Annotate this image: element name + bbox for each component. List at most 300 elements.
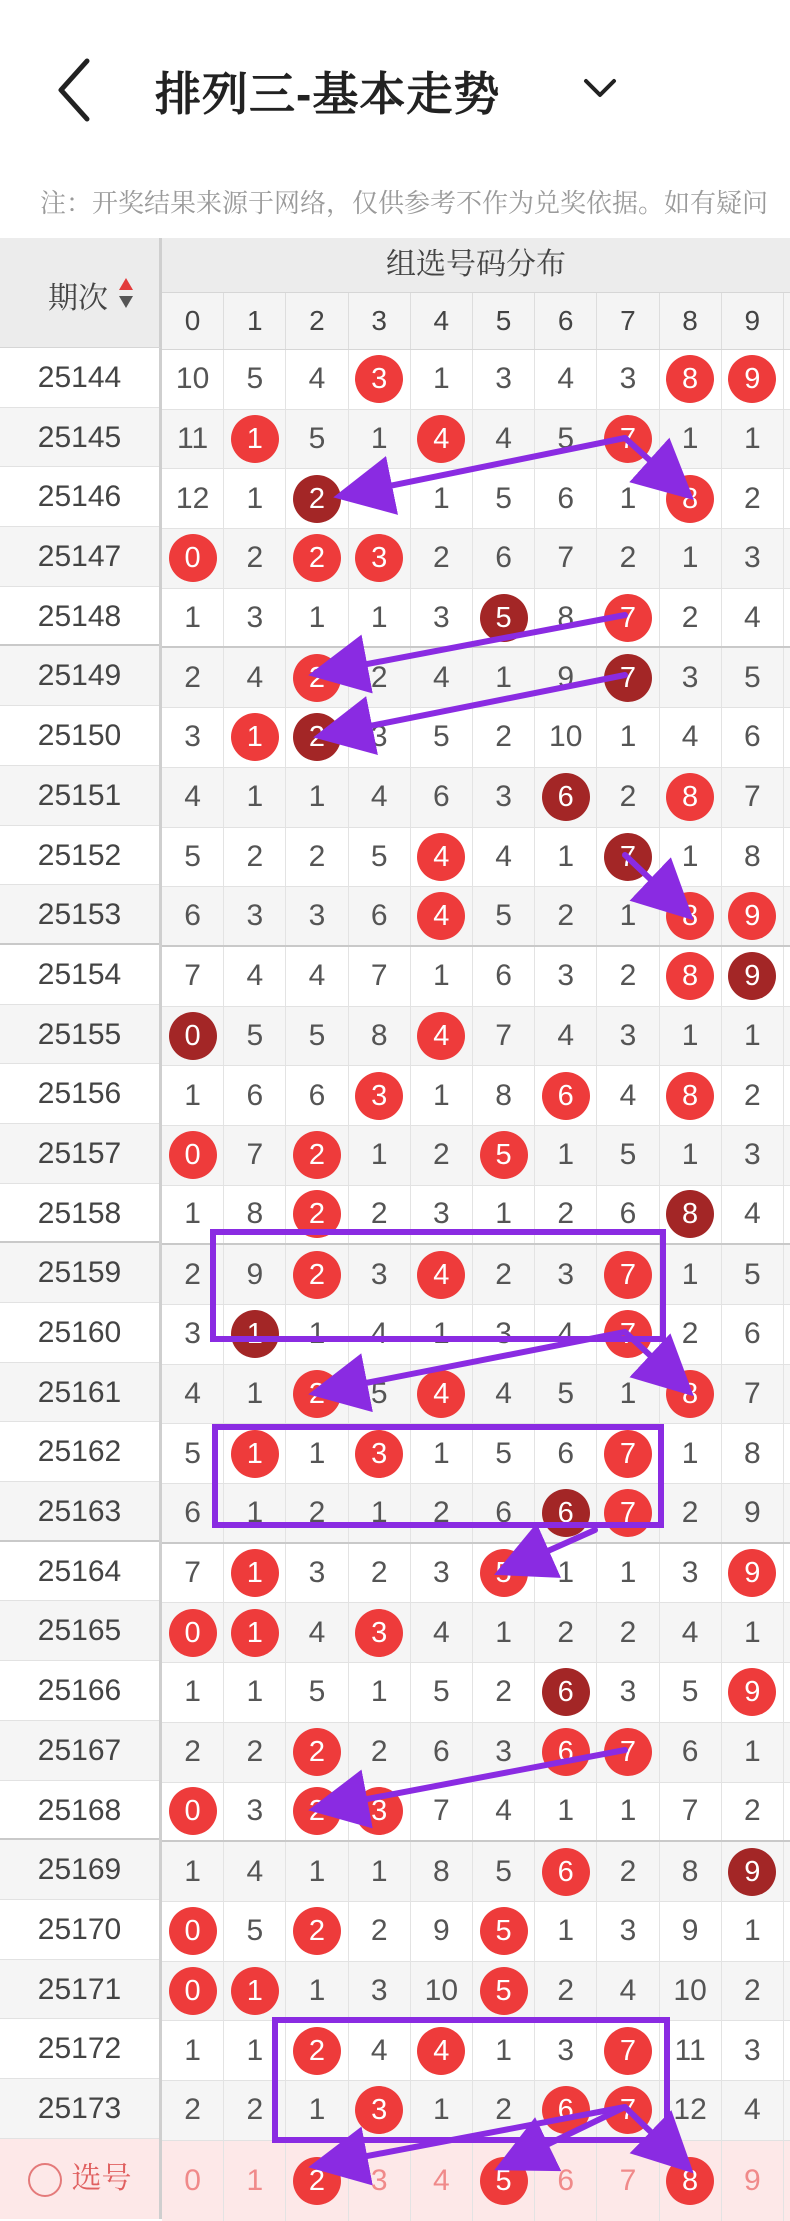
omission-count-cell: 5 (286, 1007, 348, 1066)
drawn-digit-cell (411, 2021, 473, 2080)
drawn-digit-cell (535, 2081, 597, 2140)
drawn-digit-cell (535, 1663, 597, 1722)
drawn-digit-ball: 3 (355, 1072, 403, 1120)
drawn-digit-cell (286, 1186, 348, 1244)
select-digit-0[interactable]: 0 (162, 2141, 224, 2221)
drawn-digit-cell (411, 410, 473, 469)
drawn-digit-cell (162, 529, 224, 588)
omission-count-cell: 1 (722, 1603, 784, 1662)
omission-count-cell: 3 (722, 529, 784, 588)
drawn-digit-cell (411, 1007, 473, 1066)
drawn-digit-ball: 3 (355, 2086, 403, 2134)
drawn-digit-ball: 1 (231, 1310, 279, 1358)
drawn-digit-cell (722, 1842, 784, 1901)
drawn-digit-ball: 1 (231, 1609, 279, 1657)
omission-count-cell: 1 (722, 1723, 784, 1782)
omission-count-cell: 5 (473, 469, 535, 528)
drawn-digit-cell (286, 1723, 348, 1782)
selected-digit-ball[interactable]: 2 (293, 2157, 341, 2205)
omission-count-cell: 1 (224, 768, 286, 827)
omission-count-cell: 4 (286, 1603, 348, 1662)
omission-count-cell: 4 (411, 648, 473, 707)
drawn-digit-ball: 0 (169, 1609, 217, 1657)
select-digit-2[interactable] (286, 2141, 348, 2221)
select-digit-7[interactable]: 7 (597, 2141, 659, 2221)
omission-count-cell: 4 (411, 1603, 473, 1662)
drawn-digit-cell (349, 1603, 411, 1662)
omission-count-cell: 1 (660, 529, 722, 588)
drawn-digit-ball: 7 (604, 1489, 652, 1537)
period-row (0, 1363, 162, 1423)
omission-count-cell: 1 (660, 410, 722, 469)
omission-count-cell: 3 (162, 708, 224, 767)
omission-count-cell: 11 (162, 410, 224, 469)
drawn-digit-cell (473, 1126, 535, 1185)
drawn-digit-ball: 1 (231, 415, 279, 463)
period-header[interactable] (0, 238, 162, 348)
omission-count-cell: 1 (473, 648, 535, 707)
table-row (162, 469, 790, 529)
omission-count-cell: 1 (535, 1126, 597, 1185)
omission-count-cell: 10 (660, 1962, 722, 2021)
drawn-digit-ball: 2 (293, 2027, 341, 2075)
period-number: 25166 (0, 1661, 162, 1721)
omission-count-cell: 1 (349, 1484, 411, 1542)
drawn-digit-ball: 7 (604, 1310, 652, 1358)
drawn-digit-cell (722, 947, 784, 1006)
omission-count-cell: 3 (162, 1305, 224, 1364)
omission-count-cell: 5 (535, 410, 597, 469)
omission-count-cell: 5 (473, 887, 535, 945)
omission-count-cell: 7 (722, 768, 784, 827)
omission-count-cell: 6 (473, 947, 535, 1006)
omission-count-cell: 6 (224, 1066, 286, 1125)
table-row (162, 410, 790, 470)
digit-header-1: 1 (224, 293, 286, 349)
omission-count-cell: 1 (411, 1424, 473, 1483)
table-row (162, 1783, 790, 1843)
drawn-digit-ball: 6 (542, 1668, 590, 1716)
period-number: 25151 (0, 766, 162, 826)
period-number: 25148 (0, 587, 162, 647)
omission-count-cell: 5 (473, 1842, 535, 1901)
drawn-digit-cell (349, 1066, 411, 1125)
select-digit-3[interactable]: 3 (349, 2141, 411, 2221)
drawn-digit-ball: 6 (542, 1848, 590, 1896)
omission-count-cell: 3 (597, 1902, 659, 1961)
drawn-digit-ball: 4 (417, 833, 465, 881)
drawn-digit-ball: 8 (666, 952, 714, 1000)
omission-count-cell: 4 (349, 1305, 411, 1364)
radio-circle-icon[interactable] (28, 2163, 62, 2197)
omission-count-cell: 9 (224, 1245, 286, 1304)
select-number-toggle[interactable] (0, 2139, 162, 2219)
table-row (162, 350, 790, 410)
drawn-digit-cell (473, 1962, 535, 2021)
drawn-digit-cell (535, 1842, 597, 1901)
drawn-digit-cell (162, 1962, 224, 2021)
omission-count-cell: 4 (224, 1842, 286, 1901)
drawn-digit-ball: 5 (480, 1967, 528, 2015)
omission-count-cell: 4 (535, 1305, 597, 1364)
drawn-digit-ball: 9 (728, 1549, 776, 1597)
digit-header-6: 6 (535, 293, 597, 349)
table-row (162, 648, 790, 708)
omission-count-cell: 3 (286, 1544, 348, 1603)
drawn-digit-cell (224, 708, 286, 767)
omission-count-cell: 6 (722, 708, 784, 767)
trend-table (0, 238, 790, 2203)
period-row (0, 826, 162, 886)
omission-count-cell: 1 (349, 410, 411, 469)
omission-count-cell: 6 (473, 1484, 535, 1542)
drawn-digit-cell (349, 2081, 411, 2140)
omission-count-cell: 5 (535, 1365, 597, 1424)
omission-count-cell: 4 (473, 410, 535, 469)
period-number: 25145 (0, 408, 162, 468)
omission-count-cell: 8 (473, 1066, 535, 1125)
omission-count-cell: 1 (349, 589, 411, 647)
table-row (162, 768, 790, 828)
omission-count-cell: 3 (349, 708, 411, 767)
drawn-digit-cell (286, 1783, 348, 1841)
period-number: 25147 (0, 527, 162, 587)
period-row (0, 945, 162, 1005)
omission-count-cell: 4 (597, 1962, 659, 2021)
period-number: 25155 (0, 1005, 162, 1065)
omission-count-cell: 2 (535, 887, 597, 945)
omission-count-cell: 2 (349, 1544, 411, 1603)
period-number: 25172 (0, 2019, 162, 2079)
drawn-digit-cell (411, 1365, 473, 1424)
drawn-digit-ball: 5 (480, 1549, 528, 1597)
omission-count-cell: 5 (224, 350, 286, 409)
period-number: 25146 (0, 467, 162, 527)
omission-count-cell: 5 (473, 1424, 535, 1483)
omission-count-cell: 5 (349, 828, 411, 887)
omission-count-cell: 5 (722, 1245, 784, 1304)
omission-count-cell: 4 (473, 828, 535, 887)
drawn-digit-ball: 0 (169, 1131, 217, 1179)
omission-count-cell: 5 (411, 708, 473, 767)
period-row (0, 1601, 162, 1661)
selected-digit-ball[interactable]: 5 (480, 2157, 528, 2205)
omission-count-cell: 2 (535, 1962, 597, 2021)
omission-count-cell: 7 (411, 1783, 473, 1841)
drawn-digit-ball: 1 (231, 1549, 279, 1597)
drawn-digit-ball: 9 (728, 1848, 776, 1896)
omission-count-cell: 2 (349, 1902, 411, 1961)
omission-count-cell: 9 (722, 1484, 784, 1542)
digit-header-7: 7 (597, 293, 659, 349)
period-number: 25149 (0, 646, 162, 706)
digit-header-9: 9 (722, 293, 784, 349)
period-number: 25164 (0, 1542, 162, 1602)
omission-count-cell: 6 (722, 1305, 784, 1364)
select-digit-1[interactable]: 1 (224, 2141, 286, 2221)
omission-count-cell: 5 (162, 828, 224, 887)
period-row (0, 408, 162, 468)
drawn-digit-ball: 2 (293, 713, 341, 761)
omission-count-cell: 3 (660, 648, 722, 707)
drawn-digit-cell (722, 887, 784, 945)
table-row (162, 529, 790, 589)
omission-count-cell: 4 (660, 1603, 722, 1662)
table-row (162, 1066, 790, 1126)
omission-count-cell: 4 (722, 1186, 784, 1244)
omission-count-cell: 1 (597, 1783, 659, 1841)
omission-count-cell: 1 (349, 1663, 411, 1722)
selected-digit-ball[interactable]: 8 (666, 2157, 714, 2205)
period-number: 25173 (0, 2079, 162, 2139)
drawn-digit-cell (286, 1126, 348, 1185)
omission-count-cell: 4 (722, 589, 784, 647)
table-row (162, 1603, 790, 1663)
omission-count-cell: 3 (660, 1544, 722, 1603)
table-row (162, 1902, 790, 1962)
omission-count-cell: 8 (722, 828, 784, 887)
page-title: 排列三-基本走势 (155, 68, 501, 120)
omission-count-cell: 3 (224, 887, 286, 945)
omission-count-cell: 6 (162, 1484, 224, 1542)
omission-count-cell: 2 (224, 1723, 286, 1782)
omission-count-cell: 2 (722, 1066, 784, 1125)
omission-count-cell: 1 (162, 589, 224, 647)
omission-count-cell: 7 (660, 1783, 722, 1841)
drawn-digit-ball: 7 (604, 2027, 652, 2075)
omission-count-cell: 5 (722, 648, 784, 707)
table-row (162, 1126, 790, 1186)
digit-header-8: 8 (660, 293, 722, 349)
select-digit-4[interactable]: 4 (411, 2141, 473, 2221)
omission-count-cell: 3 (597, 1663, 659, 1722)
select-digit-8[interactable] (660, 2141, 722, 2221)
omission-count-cell: 10 (162, 350, 224, 409)
drawn-digit-cell (722, 1544, 784, 1603)
table-row (162, 1186, 790, 1246)
drawn-digit-ball: 4 (417, 892, 465, 940)
drawn-digit-cell (162, 1783, 224, 1841)
digit-header-row (162, 293, 790, 350)
group-header-label: 组选号码分布 (386, 248, 566, 281)
period-number: 25165 (0, 1601, 162, 1661)
omission-count-cell: 8 (660, 1842, 722, 1901)
digit-header-4: 4 (411, 293, 473, 349)
omission-count-cell: 1 (722, 1007, 784, 1066)
period-number: 25171 (0, 1960, 162, 2020)
drawn-digit-ball: 6 (542, 773, 590, 821)
drawn-digit-ball: 0 (169, 1907, 217, 1955)
table-row (162, 1723, 790, 1783)
drawn-digit-ball: 9 (728, 355, 776, 403)
drawn-digit-cell (162, 1902, 224, 1961)
back-arrow-icon[interactable] (55, 55, 95, 125)
omission-count-cell: 1 (660, 1007, 722, 1066)
digit-header-0: 0 (162, 293, 224, 349)
drawn-digit-ball: 8 (666, 1072, 714, 1120)
omission-count-cell: 1 (535, 828, 597, 887)
drawn-digit-ball: 7 (604, 594, 652, 642)
drawn-digit-ball: 5 (480, 594, 528, 642)
omission-count-cell: 6 (535, 469, 597, 528)
digit-header-5: 5 (473, 293, 535, 349)
period-row (0, 646, 162, 706)
table-row (162, 887, 790, 947)
drawn-digit-ball: 0 (169, 1967, 217, 2015)
drawn-digit-ball: 5 (480, 1131, 528, 1179)
omission-count-cell: 5 (286, 1663, 348, 1722)
period-number: 25156 (0, 1064, 162, 1124)
drawn-digit-ball: 2 (293, 1370, 341, 1418)
drawn-digit-ball: 8 (666, 773, 714, 821)
omission-count-cell: 2 (349, 469, 411, 528)
drawn-digit-cell (286, 648, 348, 707)
drawn-digit-cell (473, 589, 535, 647)
chevron-down-icon[interactable] (580, 68, 620, 108)
omission-count-cell: 7 (473, 1007, 535, 1066)
omission-count-cell: 11 (660, 2021, 722, 2080)
drawn-digit-ball: 3 (355, 1609, 403, 1657)
drawn-digit-ball: 2 (293, 1728, 341, 1776)
drawn-digit-cell (597, 410, 659, 469)
omission-count-cell: 1 (286, 1305, 348, 1364)
select-digit-5[interactable] (473, 2141, 535, 2221)
drawn-digit-cell (722, 350, 784, 409)
omission-count-cell: 8 (722, 1424, 784, 1483)
period-row (0, 2019, 162, 2079)
period-number: 25161 (0, 1363, 162, 1423)
drawn-digit-cell (286, 2021, 348, 2080)
drawn-digit-ball: 7 (604, 1430, 652, 1478)
omission-count-cell: 3 (224, 1783, 286, 1841)
drawn-digit-ball: 8 (666, 1370, 714, 1418)
period-row (0, 1781, 162, 1841)
drawn-digit-cell (224, 1603, 286, 1662)
omission-count-cell: 3 (535, 947, 597, 1006)
omission-count-cell: 2 (660, 1484, 722, 1542)
period-number: 25167 (0, 1721, 162, 1781)
drawn-digit-ball: 0 (169, 1012, 217, 1060)
omission-count-cell: 6 (286, 1066, 348, 1125)
omission-count-cell: 7 (224, 1126, 286, 1185)
omission-count-cell: 12 (660, 2081, 722, 2140)
omission-count-cell: 1 (162, 1842, 224, 1901)
drawn-digit-cell (286, 1902, 348, 1961)
drawn-digit-cell (349, 350, 411, 409)
omission-count-cell: 3 (597, 1007, 659, 1066)
table-row (162, 1365, 790, 1425)
omission-count-cell: 6 (411, 1723, 473, 1782)
omission-count-cell: 2 (286, 1484, 348, 1542)
omission-count-cell: 2 (473, 1245, 535, 1304)
omission-count-cell: 1 (224, 469, 286, 528)
drawn-digit-ball: 9 (728, 1668, 776, 1716)
drawn-digit-ball: 2 (293, 1251, 341, 1299)
omission-count-cell: 2 (411, 1126, 473, 1185)
omission-count-cell: 2 (597, 1603, 659, 1662)
period-row (0, 1005, 162, 1065)
drawn-digit-cell (597, 648, 659, 707)
drawn-digit-cell (411, 828, 473, 887)
drawn-digit-ball: 6 (542, 1728, 590, 1776)
omission-count-cell: 1 (286, 1962, 348, 2021)
period-row (0, 1661, 162, 1721)
drawn-digit-ball: 7 (604, 415, 652, 463)
drawn-digit-ball: 6 (542, 1072, 590, 1120)
omission-count-cell: 1 (535, 1783, 597, 1841)
drawn-digit-cell (286, 708, 348, 767)
drawn-digit-cell (349, 529, 411, 588)
omission-count-cell: 1 (286, 768, 348, 827)
group-header (162, 238, 790, 293)
omission-count-cell: 1 (411, 469, 473, 528)
select-digit-9[interactable]: 9 (722, 2141, 784, 2221)
period-row (0, 1124, 162, 1184)
drawn-digit-cell (535, 1066, 597, 1125)
table-row (162, 1305, 790, 1365)
omission-count-cell: 3 (473, 1723, 535, 1782)
omission-count-cell: 10 (535, 708, 597, 767)
drawn-digit-ball: 7 (604, 1728, 652, 1776)
drawn-digit-cell (597, 589, 659, 647)
omission-count-cell: 3 (722, 2021, 784, 2080)
drawn-digit-cell (286, 529, 348, 588)
select-number-row-label[interactable] (0, 2139, 162, 2219)
table-row (162, 708, 790, 768)
period-number: 25159 (0, 1243, 162, 1303)
drawn-digit-cell (597, 1305, 659, 1364)
omission-count-cell: 4 (224, 648, 286, 707)
drawn-digit-ball: 3 (355, 355, 403, 403)
drawn-digit-cell (224, 1305, 286, 1364)
omission-count-cell: 2 (597, 947, 659, 1006)
drawn-digit-cell (535, 1484, 597, 1542)
omission-count-cell: 1 (722, 410, 784, 469)
omission-count-cell: 1 (411, 350, 473, 409)
drawn-digit-cell (411, 887, 473, 945)
period-number: 25163 (0, 1482, 162, 1542)
omission-count-cell: 3 (535, 2021, 597, 2080)
period-row (0, 766, 162, 826)
drawn-digit-ball: 9 (728, 952, 776, 1000)
drawn-digit-ball: 7 (604, 654, 652, 702)
table-row (162, 1007, 790, 1067)
table-row (162, 1484, 790, 1544)
table-row (162, 2021, 790, 2081)
period-row (0, 1900, 162, 1960)
sort-icon[interactable] (118, 276, 134, 310)
omission-count-cell: 1 (411, 947, 473, 1006)
drawn-digit-ball: 2 (293, 1131, 341, 1179)
omission-count-cell: 5 (162, 1424, 224, 1483)
omission-count-cell: 7 (162, 1544, 224, 1603)
omission-count-cell: 3 (473, 1305, 535, 1364)
period-number: 25153 (0, 885, 162, 945)
omission-count-cell: 3 (473, 768, 535, 827)
omission-count-cell: 7 (722, 1365, 784, 1424)
digit-grid (162, 238, 790, 2221)
select-digit-6[interactable]: 6 (535, 2141, 597, 2221)
omission-count-cell: 2 (286, 828, 348, 887)
omission-count-cell: 1 (286, 2081, 348, 2140)
omission-count-cell: 1 (349, 1842, 411, 1901)
omission-count-cell: 1 (473, 1186, 535, 1244)
omission-count-cell: 2 (162, 2081, 224, 2140)
omission-count-cell: 1 (224, 1484, 286, 1542)
drawn-digit-ball: 4 (417, 1251, 465, 1299)
omission-count-cell: 1 (473, 1603, 535, 1662)
omission-count-cell: 1 (162, 1663, 224, 1722)
